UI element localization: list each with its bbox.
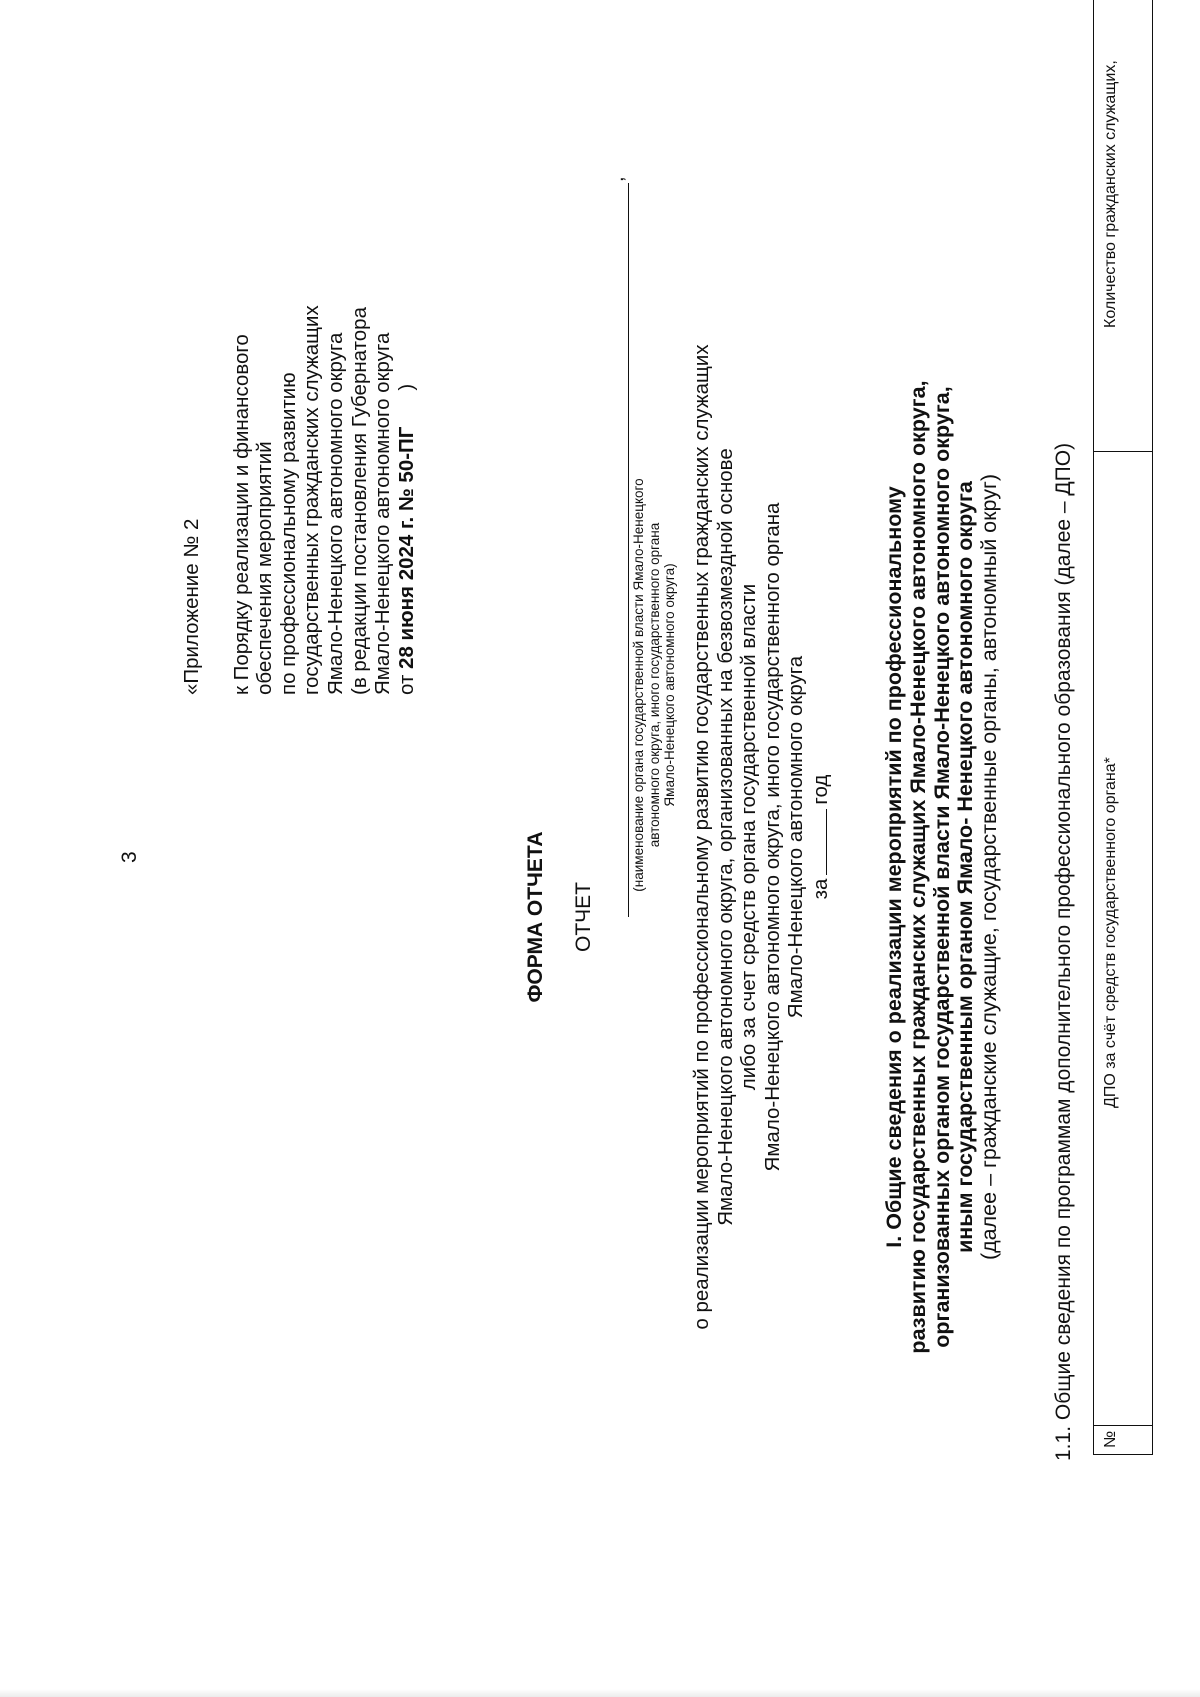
subsection-title: 1.1. Общие сведения по программам дополнительного профессионального образования (далее – ДПО) xyxy=(1052,442,1075,1461)
appendix-line: Ямало-Ненецкого автономного округа xyxy=(371,332,395,695)
description-line: либо за счет средств органа государственной власти xyxy=(737,583,761,1091)
section-title xyxy=(883,117,1002,1617)
appendix-line: обеспечения мероприятий xyxy=(253,441,277,695)
column-divider xyxy=(1094,451,1152,452)
organization-caption xyxy=(631,453,678,917)
report-period-line xyxy=(808,137,833,1537)
appendix-date-suffix: ) xyxy=(394,383,418,391)
organization-name-line xyxy=(628,183,629,917)
period-prefix: за xyxy=(808,878,832,900)
description-line: Ямало-Ненецкого автономного округа, организованных на безвозмездной основе xyxy=(713,448,737,1226)
appendix-date: 28 июня 2024 г. № 50-ПГ xyxy=(394,426,418,669)
period-suffix: год xyxy=(808,774,832,805)
org-line-comma: , xyxy=(606,176,628,182)
caption-line: Ямало-Ненецкого автономного округа) xyxy=(662,563,677,807)
appendix-date-prefix: от xyxy=(394,668,418,695)
section-title-line: I. Общие сведения о реализации мероприятий по профессиональному xyxy=(882,486,906,1248)
report-description xyxy=(690,137,833,1537)
appendix-line: Ямало-Ненецкого автономного округа xyxy=(323,332,347,695)
column-header-employee-count: Количество гражданских служащих, xyxy=(1102,60,1119,328)
dpo-table-header xyxy=(1093,0,1153,1455)
appendix-line: государственных гражданских служащих xyxy=(300,305,324,695)
appendix-date-line xyxy=(395,75,419,695)
description-line: о реализации мероприятий по профессиональному развитию государственных гражданских служащих xyxy=(690,344,713,1330)
section-title-line: развитию государственных гражданских служащих Ямало-Ненецкого автономного округа, xyxy=(905,380,930,1354)
appendix-line: к Порядку реализации и финансового xyxy=(229,334,253,695)
caption-line: автономного округа, иного государственного органа xyxy=(646,522,662,848)
caption-line: (наименование органа государственной власти Ямало-Ненецкого xyxy=(631,478,646,892)
section-note: (далее – гражданские служащие, государственные органы, автономный округ) xyxy=(977,473,1002,1261)
column-header-dpo-funding: ДПО за счёт средств государственного органа* xyxy=(1102,757,1119,1108)
description-line: Ямало-Ненецкого автономного округа xyxy=(784,655,808,1019)
description-line: Ямало-Ненецкого автономного округа, иного государственного органа xyxy=(760,502,784,1172)
form-title: ФОРМА ОТЧЕТА xyxy=(524,831,547,1003)
appendix-title: «Приложение № 2 xyxy=(180,518,203,695)
year-blank-field xyxy=(808,809,827,875)
column-divider xyxy=(1094,1425,1152,1426)
appendix-line: (в редакции постановления Губернатора xyxy=(347,307,371,695)
report-heading: ОТЧЕТ xyxy=(572,882,595,952)
section-title-line: организованных органом государственной власти Ямало-Ненецкого автономного округа, xyxy=(929,386,954,1348)
page-number: 3 xyxy=(118,851,141,863)
section-title-line: иным государственным органом Ямало- Ненецкого автономного округа xyxy=(953,481,978,1253)
appendix-line: по профессиональному развитию xyxy=(276,372,300,695)
appendix-block xyxy=(180,75,418,695)
column-header-number: № xyxy=(1102,1430,1119,1448)
